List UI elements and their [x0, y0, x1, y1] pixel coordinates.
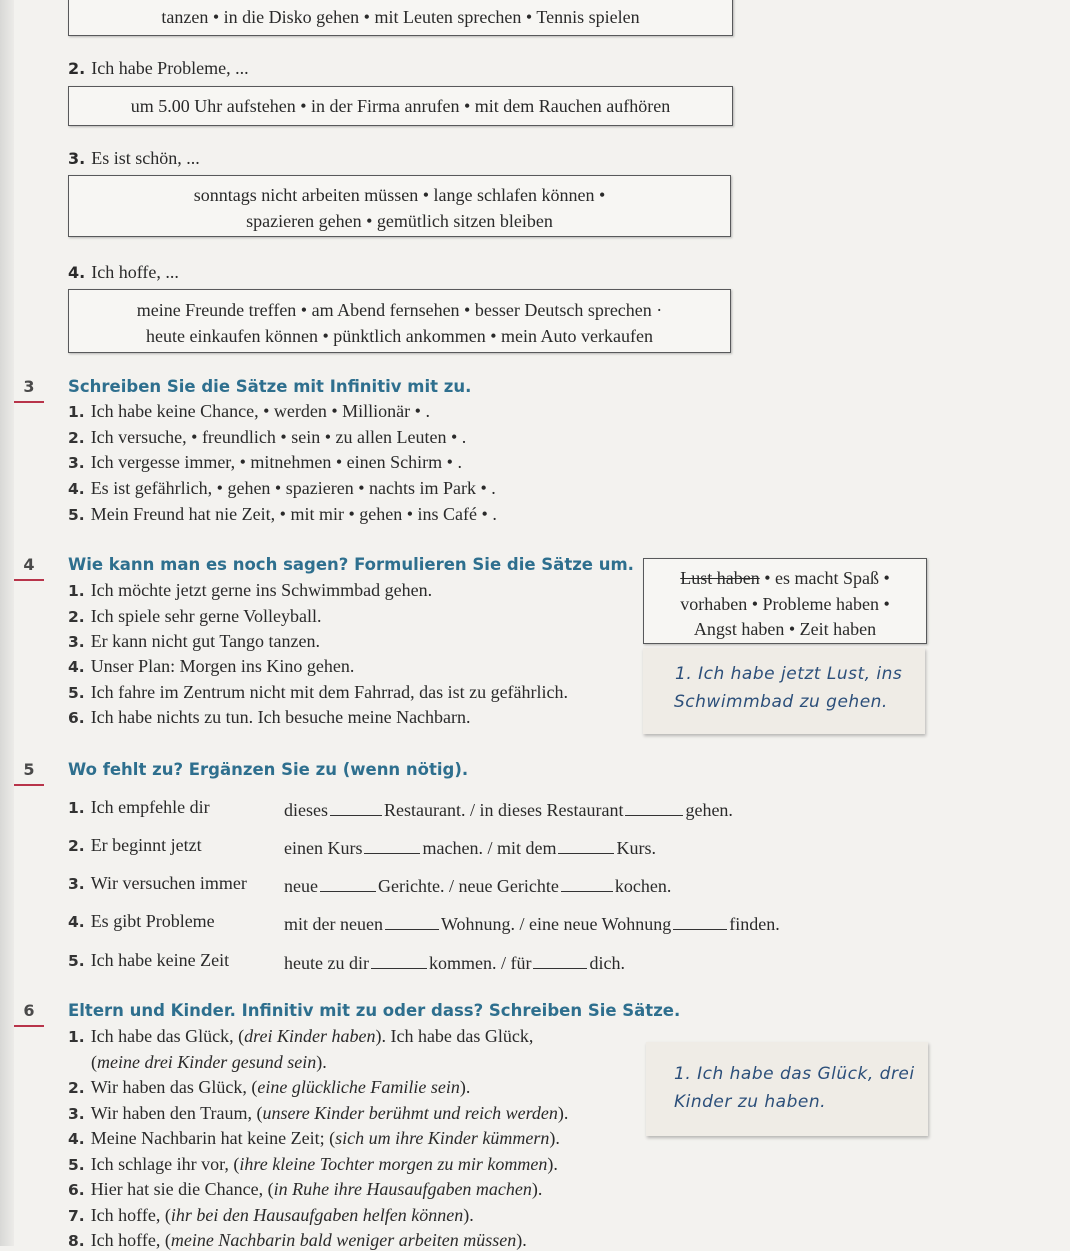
note-6-line2: Kinder zu haben. [674, 1092, 827, 1112]
row-part-b: einen Kurs [284, 838, 363, 858]
item-number: 3. [68, 875, 85, 893]
item-number: 2. [68, 429, 85, 447]
word-box-4 [68, 289, 731, 353]
item-post: ). [316, 1052, 327, 1072]
blank-line[interactable] [533, 950, 587, 969]
word-box-1-text: tanzen • in die Disko gehen • mit Leuten sprechen • Tennis spielen [161, 7, 640, 27]
exercise-5-title [68, 760, 468, 779]
item-number: 3. [68, 633, 85, 651]
item-number: 4. [68, 1130, 85, 1148]
row-lead: Ich empfehle dir [90, 797, 210, 817]
exercise-4-item [68, 606, 321, 627]
row-part-b: dieses [284, 800, 328, 820]
item-pre: Wir haben das Glück, ( [90, 1077, 258, 1097]
item-cue: ihr bei den Hausaufgaben helfen können [170, 1205, 464, 1225]
word-box-3-line1: sonntags nicht arbeiten müssen • lange schlafen können • [193, 185, 606, 205]
item-number: 6. [68, 1181, 85, 1199]
example-answer-note-6 [646, 1042, 928, 1136]
row-part-c: kommen. / für [428, 953, 532, 973]
item-pre: Wir haben den Traum, ( [90, 1103, 263, 1123]
exercise-3-title: Schreiben Sie die Sätze mit Infinitiv mit zu. [68, 377, 472, 396]
row-lead: Er beginnt jetzt [90, 835, 202, 855]
exercise-number-3: 3 [14, 377, 44, 396]
item-post: ). [531, 1179, 543, 1199]
prompt-2 [68, 58, 249, 79]
item-number: 2. [68, 837, 85, 855]
fill-row-4 [68, 911, 215, 932]
exercise-number-4: 4 [14, 555, 44, 574]
word-box-3 [68, 175, 731, 237]
item-number: 3. [68, 1105, 85, 1123]
item-text: Ich versuche, • freundlich • sein • zu allen Leuten • . [90, 427, 467, 447]
exercise-number-5: 5 [14, 760, 44, 779]
item-number: 4. [68, 658, 85, 676]
row-part-b: heute zu dir [284, 953, 369, 973]
fill-row-1 [68, 797, 210, 818]
blank-line[interactable] [385, 911, 439, 930]
note-6-line1: 1. Ich habe das Glück, drei [674, 1064, 915, 1084]
exercise-6-item [68, 1179, 542, 1200]
item-number: 4. [68, 913, 85, 931]
item-text: Ich möchte jetzt gerne ins Schwimmbad gehen. [90, 580, 433, 600]
note-4-line2: Schwimmbad zu gehen. [674, 692, 888, 712]
blank-line[interactable] [673, 911, 727, 930]
item-cue: sich um ihre Kinder kümmern [335, 1128, 550, 1148]
fill-row-3 [68, 873, 247, 894]
blank-line[interactable] [558, 835, 614, 854]
item-number: 5. [68, 506, 85, 524]
item-post: ). [459, 1077, 471, 1097]
row-part-d: gehen. [685, 800, 733, 820]
word-box-4-line2: heute einkaufen können • pünktlich ankommen • mein Auto verkaufen [146, 326, 653, 346]
exercise-4-title: Wie kann man es noch sagen? Formulieren Sie die Sätze um. [68, 555, 634, 574]
item-number: 1. [68, 799, 85, 817]
expression-box [643, 558, 927, 644]
blank-line[interactable] [364, 835, 420, 854]
fill-row-5 [68, 950, 229, 971]
item-post: ). [557, 1103, 569, 1123]
exercise-6-item [68, 1205, 474, 1226]
item-text: Ich habe keine Chance, • werden • Millionär • . [90, 401, 430, 421]
row-part-b: neue [284, 876, 318, 896]
blank-line[interactable] [320, 873, 376, 892]
prompt-3 [68, 148, 200, 169]
exercise-3-item [68, 401, 430, 422]
exercise-6-item [68, 1154, 558, 1175]
item-number: 7. [68, 1207, 85, 1225]
item-number: 1. [68, 403, 85, 421]
exercise-5-title-text: Wo fehlt zu? Ergänzen Sie zu (wenn nötig). [68, 760, 469, 779]
item-pre: Ich hoffe, ( [90, 1230, 171, 1250]
item-number: 8. [68, 1232, 85, 1250]
item-text: Er kann nicht gut Tango tanzen. [90, 631, 321, 651]
item-text: Ich vergesse immer, • mitnehmen • einen Schirm • . [90, 452, 462, 472]
word-box-1 [68, 0, 733, 36]
word-box-3-line2: spazieren gehen • gemütlich sitzen bleiben [246, 211, 553, 231]
item-text: Ich spiele sehr gerne Volleyball. [90, 606, 322, 626]
item-number: 6. [68, 709, 85, 727]
item-post: ). [463, 1205, 474, 1225]
item-number: 5. [68, 952, 85, 970]
struck-example: Lust haben [680, 568, 760, 588]
item-cue: meine drei Kinder gesund sein [97, 1052, 317, 1072]
item-number: 1. [68, 1028, 85, 1046]
book-spine-shadow [0, 0, 14, 1246]
item-pre: Ich habe das Glück, ( [90, 1026, 245, 1046]
row-part-c: Restaurant. / in dieses Restaurant [384, 800, 624, 820]
fill-row-5-exercise [284, 950, 625, 974]
item-number: 5. [68, 1156, 85, 1174]
item-text: Unser Plan: Morgen ins Kino gehen. [90, 656, 355, 676]
exercise-4-item [68, 580, 432, 601]
exercise-6-item [68, 1128, 560, 1149]
item-pre: Ich hoffe, ( [90, 1205, 171, 1225]
fill-row-4-exercise [284, 911, 780, 935]
item-text: Mein Freund hat nie Zeit, • mit mir • gehen • ins Café • . [90, 504, 497, 524]
item-cue: unsere Kinder berühmt und reich werden [262, 1103, 558, 1123]
row-lead: Wir versuchen immer [90, 873, 247, 893]
row-part-c: Wohnung. / eine neue Wohnung [440, 914, 672, 934]
item-cue: in Ruhe ihre Hausaufgaben machen [273, 1179, 532, 1199]
prompt-3-text: Es ist schön, ... [91, 148, 200, 168]
row-part-b: mit der neuen [284, 914, 383, 934]
exercise-6-item-continued [91, 1052, 327, 1073]
exercise-4-item [68, 682, 568, 703]
fill-row-1-exercise [284, 797, 733, 821]
exercise-3-item [68, 504, 497, 525]
exercise-6-item [68, 1026, 533, 1047]
word-box-2-text: um 5.00 Uhr aufstehen • in der Firma anrufen • mit dem Rauchen aufhören [130, 96, 671, 116]
prompt-3-number: 3. [68, 149, 86, 168]
expression-box-line1 [644, 566, 926, 592]
item-cue: meine Nachbarin bald weniger arbeiten müssen [170, 1230, 517, 1250]
item-pre: Ich schlage ihr vor, ( [90, 1154, 240, 1174]
item-pre: Hier hat sie die Chance, ( [90, 1179, 274, 1199]
prompt-2-text: Ich habe Probleme, ... [91, 58, 249, 78]
expression-box-line3: Angst haben • Zeit haben [693, 619, 877, 639]
blank-line[interactable] [330, 797, 382, 816]
item-pre: Meine Nachbarin hat keine Zeit; ( [90, 1128, 336, 1148]
blank-line[interactable] [561, 873, 613, 892]
exercise-6-item [68, 1103, 568, 1124]
row-part-d: Kurs. [616, 838, 656, 858]
row-part-c: machen. / mit dem [422, 838, 557, 858]
item-post: ). Ich habe das Glück, [375, 1026, 534, 1046]
item-post: ). [549, 1128, 560, 1148]
prompt-4 [68, 262, 179, 283]
prompt-4-number: 4. [68, 263, 86, 282]
row-part-d: kochen. [614, 876, 672, 896]
row-part-d: finden. [729, 914, 780, 934]
item-post: ). [516, 1230, 527, 1250]
exercise-6-title: Eltern und Kinder. Infinitiv mit zu oder dass? Schreiben Sie Sätze. [68, 1001, 681, 1020]
blank-line[interactable] [625, 797, 683, 816]
exercise-3-item [68, 427, 466, 448]
exercise-4-item [68, 707, 471, 728]
item-pre: ( [91, 1052, 97, 1072]
row-part-d: dich. [589, 953, 625, 973]
item-number: 2. [68, 1079, 85, 1097]
exercise-6-item [68, 1230, 527, 1251]
item-text: Es ist gefährlich, • gehen • spazieren • nachts im Park • . [90, 478, 496, 498]
item-cue: ihre kleine Tochter morgen zu mir kommen [239, 1154, 548, 1174]
word-box-4-line1: meine Freunde treffen • am Abend fernsehen • besser Deutsch sprechen · [136, 300, 663, 320]
fill-row-2-exercise [284, 835, 656, 859]
fill-row-2 [68, 835, 202, 856]
exercise-3-item [68, 452, 462, 473]
prompt-4-text: Ich hoffe, ... [91, 262, 179, 282]
expression-box-line2: vorhaben • Probleme haben • [680, 593, 890, 614]
row-lead: Es gibt Probleme [90, 911, 215, 931]
item-cue: eine glückliche Familie sein [257, 1077, 460, 1097]
row-lead: Ich habe keine Zeit [90, 950, 230, 970]
item-text: Ich fahre im Zentrum nicht mit dem Fahrrad, das ist zu gefährlich. [90, 682, 569, 702]
item-cue: drei Kinder haben [244, 1026, 376, 1046]
exercise-4-item [68, 631, 320, 652]
item-post: ). [547, 1154, 558, 1174]
prompt-2-number: 2. [68, 59, 86, 78]
example-answer-note-4 [643, 648, 925, 734]
exercise-3-item [68, 478, 496, 499]
item-number: 5. [68, 684, 85, 702]
word-box-2 [68, 86, 733, 126]
item-text: Ich habe nichts zu tun. Ich besuche meine Nachbarn. [90, 707, 471, 727]
item-number: 4. [68, 480, 85, 498]
exercise-number-6: 6 [14, 1001, 44, 1020]
item-number: 1. [68, 582, 85, 600]
row-part-c: Gerichte. / neue Gerichte [377, 876, 559, 896]
item-number: 2. [68, 608, 85, 626]
item-number: 3. [68, 454, 85, 472]
exercise-4-item [68, 656, 354, 677]
blank-line[interactable] [371, 950, 427, 969]
exercise-6-item [68, 1077, 470, 1098]
note-4-line1: 1. Ich habe jetzt Lust, ins [675, 664, 903, 684]
fill-row-3-exercise [284, 873, 671, 897]
expression-box-line1-rest: • es macht Spaß • [764, 568, 890, 588]
